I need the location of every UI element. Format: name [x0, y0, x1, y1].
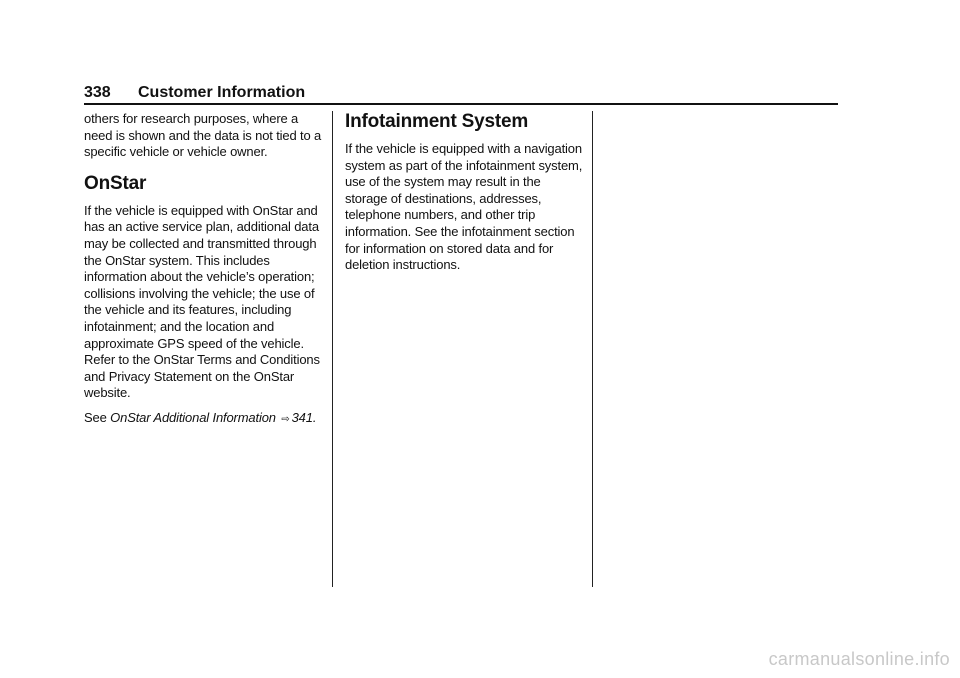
see-prefix: See	[84, 409, 107, 425]
header-divider	[84, 103, 838, 105]
infotainment-heading: Infotainment System	[345, 111, 529, 132]
onstar-heading: OnStar	[84, 172, 147, 194]
middle-column	[345, 111, 585, 282]
see-page-number[interactable]: 341.	[291, 409, 317, 425]
left-column	[84, 111, 324, 437]
intro-paragraph: others for research purposes, where a need is shown and the data is not tied to a specific vehicle or vehicle owner.	[84, 111, 322, 160]
onstar-additional-info-link[interactable]: OnStar Additional Information	[110, 409, 276, 425]
onstar-paragraph: If the vehicle is equipped with OnStar and has an active service plan, additional data may be collected and transmitted through the OnStar system. This includes information about the vehicle’s operation; collisions involving the vehicle; the use of the vehicle and its features, including infotainment; and the location and approximate GPS speed of the vehicle. Refer to the OnStar Terms and Conditions and Privacy Statement on the OnStar website.	[84, 202, 320, 401]
column-divider-2	[592, 111, 593, 587]
page-number: 338	[84, 84, 111, 101]
page-header	[84, 84, 838, 104]
see-reference	[84, 410, 324, 429]
column-divider-1	[332, 111, 333, 587]
section-title: Customer Information	[138, 84, 306, 101]
infotainment-paragraph: If the vehicle is equipped with a navigation system as part of the infotainment system, use of the system may result in the storage of destinations, addresses, telephone numbers, and other trip information. See the infotainment section for information on stored data and for deletion instructions.	[345, 141, 583, 273]
watermark: carmanualsonline.info	[768, 649, 950, 669]
page-arrow-icon: ⇨	[281, 413, 290, 425]
